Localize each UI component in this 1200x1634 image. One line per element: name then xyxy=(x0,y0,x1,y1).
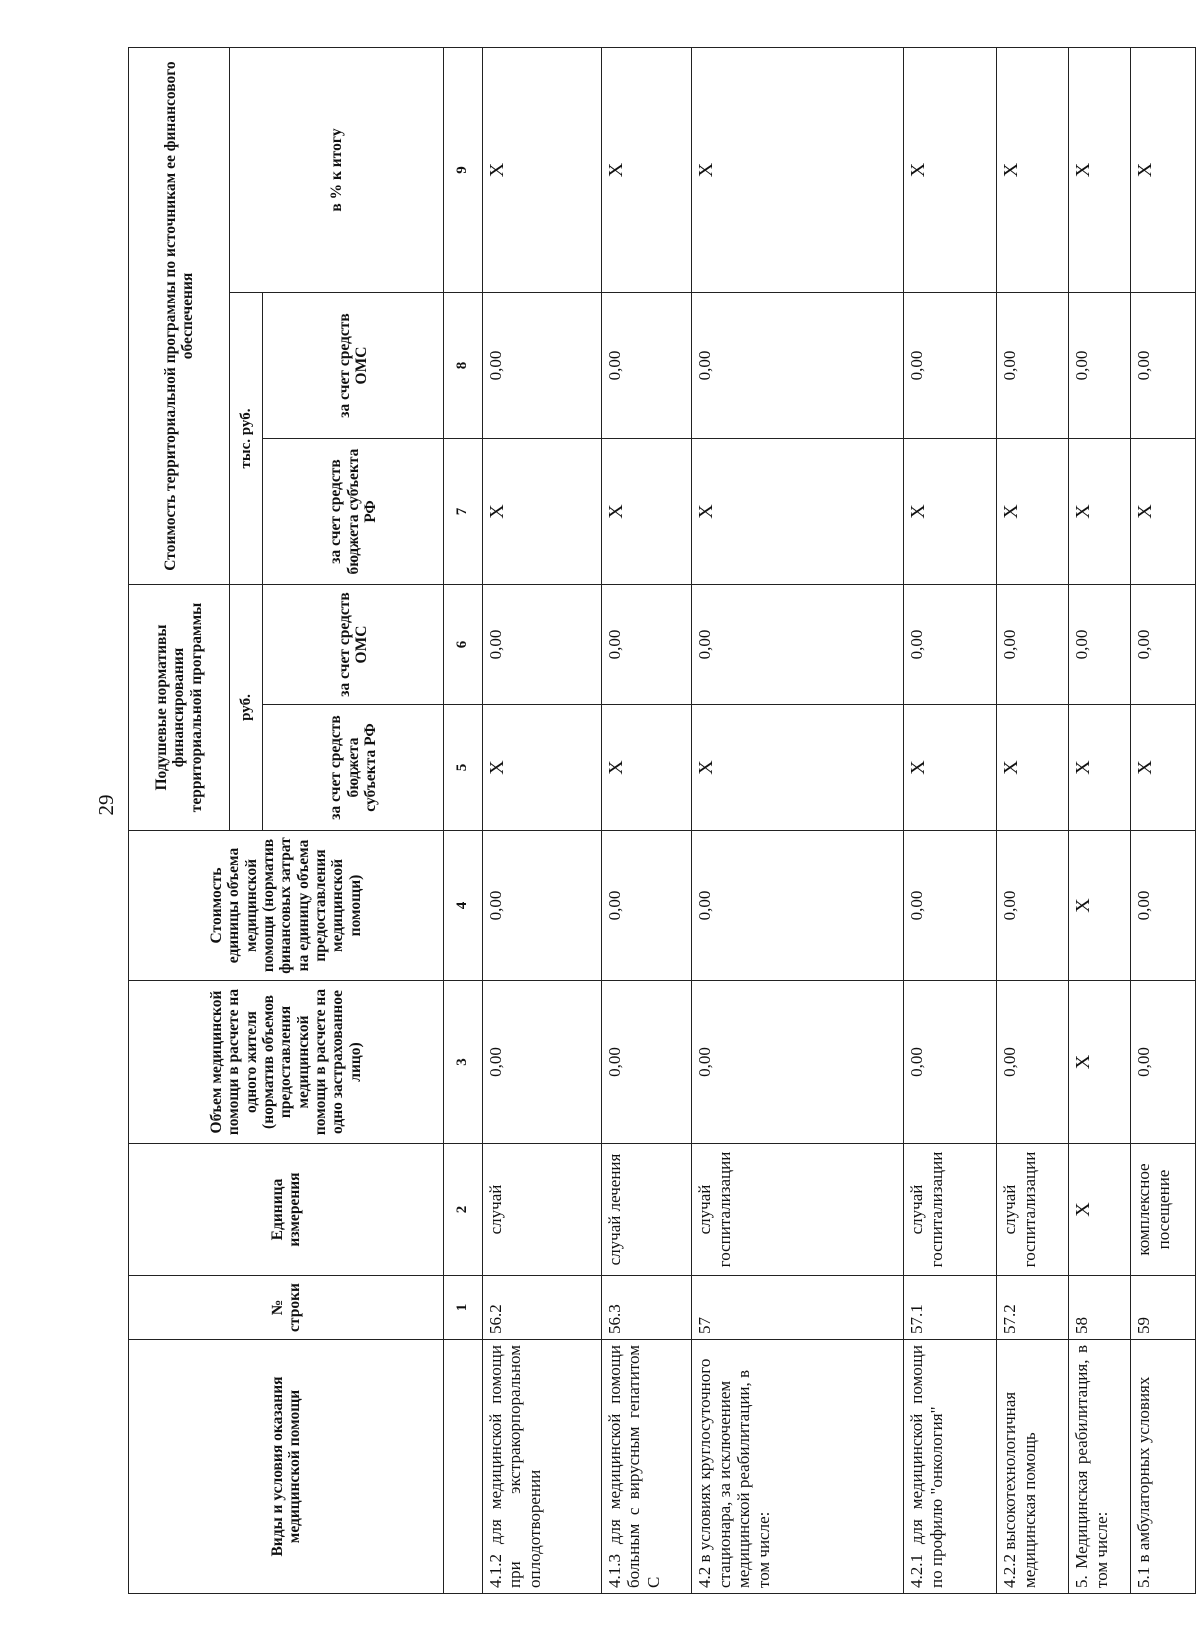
header-col-budget-per-capita: за счет средств бюджета субъекта РФ xyxy=(263,705,444,831)
row-unit: случай xyxy=(482,1144,601,1276)
header-col-oms-per-capita: за счет средств ОМС xyxy=(263,585,444,705)
row-percent: X xyxy=(1131,48,1196,293)
rotated-table-container xyxy=(128,48,1196,1594)
column-number: 6 xyxy=(444,585,483,705)
column-number: 8 xyxy=(444,293,483,439)
column-number: 2 xyxy=(444,1144,483,1276)
row-oms-per-capita: 0,00 xyxy=(997,585,1069,705)
row-oms-cost: 0,00 xyxy=(1069,293,1131,439)
row-volume: 0,00 xyxy=(482,981,601,1144)
header-col-budget-cost: за счет средств бюджета субъекта РФ xyxy=(263,439,444,585)
header-col-name: Виды и условия оказания медицинской помощи xyxy=(129,1340,444,1594)
row-oms-per-capita: 0,00 xyxy=(482,585,601,705)
row-volume: 0,00 xyxy=(1131,981,1196,1144)
row-unit: случай госпитализации xyxy=(904,1144,997,1276)
header-unit-rub: руб. xyxy=(229,585,263,831)
row-name: 4.2.1 для медицинской помощи по профилю "онкология" xyxy=(904,1340,997,1594)
row-budget-per-capita: X xyxy=(601,705,691,831)
header-col-unit-cost: Стоимость единицы объема медицинской помощи (норматив финансовых затрат на единицу объема предоставления медицинской помощи) xyxy=(129,831,444,981)
row-oms-cost: 0,00 xyxy=(692,293,904,439)
row-unit-cost: 0,00 xyxy=(692,831,904,981)
row-line: 57.1 xyxy=(904,1276,997,1340)
row-volume: 0,00 xyxy=(997,981,1069,1144)
column-number-empty xyxy=(444,1340,483,1594)
row-percent: X xyxy=(997,48,1069,293)
header-col-unit: Единица измерения xyxy=(129,1144,444,1276)
row-percent: X xyxy=(692,48,904,293)
row-line: 56.2 xyxy=(482,1276,601,1340)
row-oms-cost: 0,00 xyxy=(601,293,691,439)
row-line: 59 xyxy=(1131,1276,1196,1340)
row-line: 58 xyxy=(1069,1276,1131,1340)
row-oms-cost: 0,00 xyxy=(904,293,997,439)
row-unit-cost: 0,00 xyxy=(997,831,1069,981)
row-volume: X xyxy=(1069,981,1131,1144)
row-percent: X xyxy=(1069,48,1131,293)
header-unit-thous-rub: тыс. руб. xyxy=(229,293,263,585)
column-number: 1 xyxy=(444,1276,483,1340)
row-unit-cost: 0,00 xyxy=(1131,831,1196,981)
table-row xyxy=(482,48,601,1594)
row-oms-cost: 0,00 xyxy=(482,293,601,439)
row-unit-cost: 0,00 xyxy=(482,831,601,981)
row-name: 4.1.2 для медицинской помощи при экстракорпоральном оплодотворении xyxy=(482,1340,601,1594)
row-name: 4.1.3 для медицинской помощи больным с вирусным гепатитом С xyxy=(601,1340,691,1594)
header-group-cost: Стоимость территориальной программы по источникам ее финансового обеспечения xyxy=(129,48,230,585)
table-row xyxy=(1131,48,1196,1594)
row-unit: случай госпитализации xyxy=(997,1144,1069,1276)
row-unit-cost: 0,00 xyxy=(601,831,691,981)
row-unit: случай лечения xyxy=(601,1144,691,1276)
row-name: 4.2 в условиях круглосуточного стационара, за исключением медицинской реабилитации, в том числе: xyxy=(692,1340,904,1594)
row-percent: X xyxy=(482,48,601,293)
financing-table xyxy=(128,47,1196,1594)
header-col-line: № строки xyxy=(129,1276,444,1340)
row-oms-cost: 0,00 xyxy=(1131,293,1196,439)
row-name: 4.2.2 высокотехнологичная медицинская помощь xyxy=(997,1340,1069,1594)
header-group-per-capita: Подушевые нормативы финансирования территориальной программы xyxy=(129,585,230,831)
table-row xyxy=(997,48,1069,1594)
row-budget-cost: X xyxy=(904,439,997,585)
row-budget-cost: X xyxy=(997,439,1069,585)
header-col-volume: Объем медицинской помощи в расчете на одного жителя (норматив объемов предоставления медицинской помощи в расчете на одно застрахованное лицо) xyxy=(129,981,444,1144)
row-budget-cost: X xyxy=(1131,439,1196,585)
column-number: 3 xyxy=(444,981,483,1144)
table-row xyxy=(601,48,691,1594)
row-unit: случай госпитализации xyxy=(692,1144,904,1276)
row-oms-per-capita: 0,00 xyxy=(692,585,904,705)
column-number: 7 xyxy=(444,439,483,585)
row-unit-cost: 0,00 xyxy=(904,831,997,981)
row-unit: X xyxy=(1069,1144,1131,1276)
row-budget-cost: X xyxy=(692,439,904,585)
row-volume: 0,00 xyxy=(692,981,904,1144)
row-volume: 0,00 xyxy=(601,981,691,1144)
row-budget-cost: X xyxy=(482,439,601,585)
row-budget-cost: X xyxy=(1069,439,1131,585)
row-line: 56.3 xyxy=(601,1276,691,1340)
table-row xyxy=(904,48,997,1594)
table-row xyxy=(692,48,904,1594)
row-budget-per-capita: X xyxy=(1069,705,1131,831)
row-oms-per-capita: 0,00 xyxy=(1131,585,1196,705)
header-col-percent: в % к итогу xyxy=(229,48,443,293)
row-line: 57 xyxy=(692,1276,904,1340)
table-row xyxy=(1069,48,1131,1594)
row-oms-per-capita: 0,00 xyxy=(1069,585,1131,705)
row-unit-cost: X xyxy=(1069,831,1131,981)
row-oms-cost: 0,00 xyxy=(997,293,1069,439)
row-budget-per-capita: X xyxy=(904,705,997,831)
row-percent: X xyxy=(904,48,997,293)
row-percent: X xyxy=(601,48,691,293)
row-unit: комплексное посещение xyxy=(1131,1144,1196,1276)
row-budget-per-capita: X xyxy=(1131,705,1196,831)
column-number: 9 xyxy=(444,48,483,293)
page-number: 29 xyxy=(94,794,118,816)
row-name: 5.1 в амбулаторных условиях xyxy=(1131,1340,1196,1594)
header-col-oms-cost: за счет средств ОМС xyxy=(263,293,444,439)
column-number: 4 xyxy=(444,831,483,981)
row-budget-cost: X xyxy=(601,439,691,585)
row-budget-per-capita: X xyxy=(997,705,1069,831)
row-volume: 0,00 xyxy=(904,981,997,1144)
row-budget-per-capita: X xyxy=(692,705,904,831)
column-number: 5 xyxy=(444,705,483,831)
row-line: 57.2 xyxy=(997,1276,1069,1340)
row-oms-per-capita: 0,00 xyxy=(904,585,997,705)
row-name: 5. Медицинская реабилитация, в том числе: xyxy=(1069,1340,1131,1594)
row-budget-per-capita: X xyxy=(482,705,601,831)
row-oms-per-capita: 0,00 xyxy=(601,585,691,705)
